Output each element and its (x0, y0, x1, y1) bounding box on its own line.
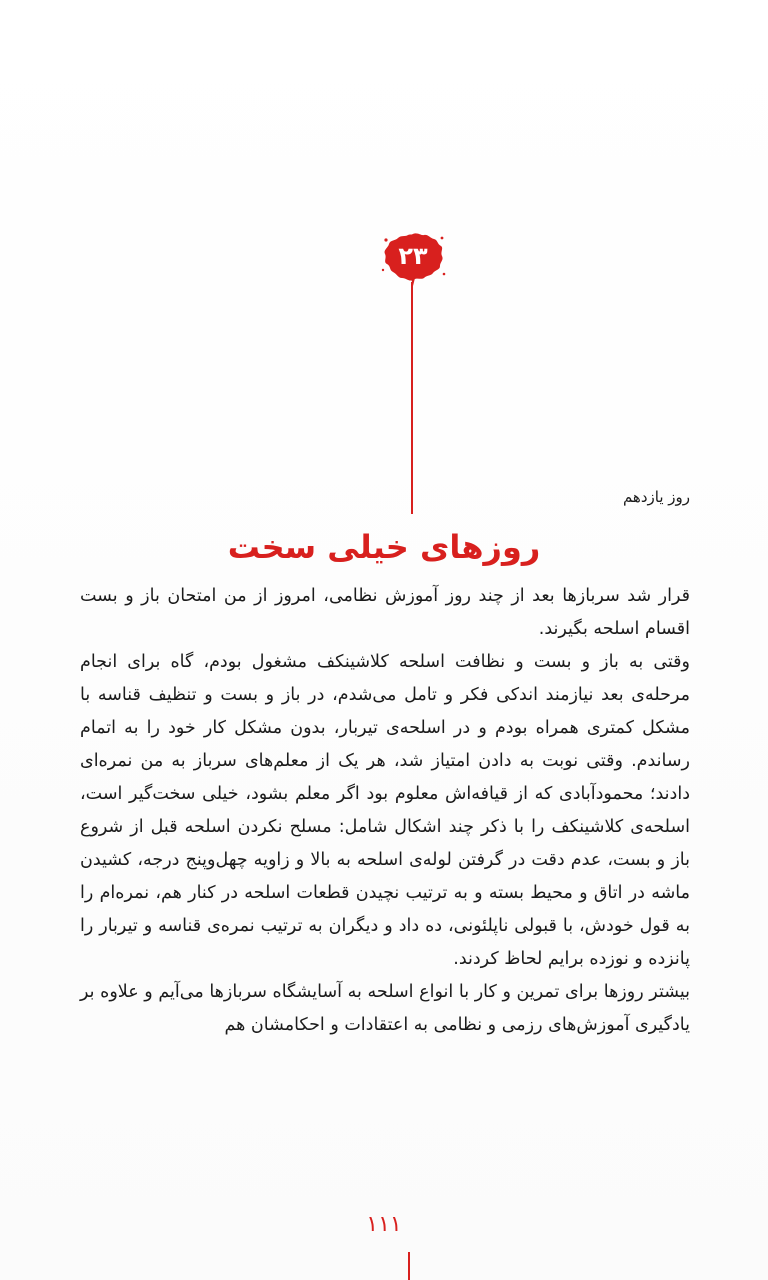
paragraph: بیشتر روزها برای تمرین و کار با انواع اسلحه به آسایشگاه سربازها می‌آیم و علاوه بر یادگیری آموزش‌های رزمی و نظامی به اعتقادات و احکامشان هم (80, 982, 690, 1035)
page-number: ۱۱۱ (366, 1212, 402, 1237)
bottom-accent-line (408, 1252, 410, 1280)
paragraph: وقتی به باز و بست و نظافت اسلحه کلاشینکف مشغول بودم، گاه برای انجام مرحله‌ی بعد نیازمند اندکی فکر و تامل می‌شدم، در باز و بست و تنظیف قناسه با مشکل کمتری همراه بودم و در اسلحه‌ی تیربار، بدون مشکل کار خود را به اتمام رساندم. وقتی نوبت به دادن امتیاز شد، هر یک از معلم‌های سرباز به من نمره‌ای دادند؛ محمودآبادی که از قیافه‌اش معلوم بود اگر معلم بشود، خیلی سخت‌گیر است، اسلحه‌ی کلاشینکف را با ذکر چند اشکال شامل: مسلح نکردن اسلحه قبل از شروع باز و بست، عدم دقت در گرفتن لوله‌ی اسلحه به بالا و زاویه چهل‌وپنج درجه، کشیدن ماشه در اتاق و محیط بسته و به ترتیب نچیدن قطعات اسلحه در کنار هم، نمره‌ام را به قول خودش، با قبولی ناپلئونی، ده داد و دیگران به ترتیب نمره‌ی قناسه و تیربار را پانزده و نوزده برایم لحاظ کردند. (80, 652, 690, 969)
chapter-number: ۲۳ (398, 242, 428, 270)
chapter-divider-line (411, 282, 413, 514)
body-text (80, 580, 690, 1042)
chapter-title: روزهای خیلی سخت (227, 528, 541, 566)
day-label: روز یازدهم (622, 488, 690, 506)
paragraph: قرار شد سربازها بعد از چند روز آموزش نظامی، امروز از من امتحان باز و بست اقسام اسلحه بگیرند. (80, 586, 690, 639)
